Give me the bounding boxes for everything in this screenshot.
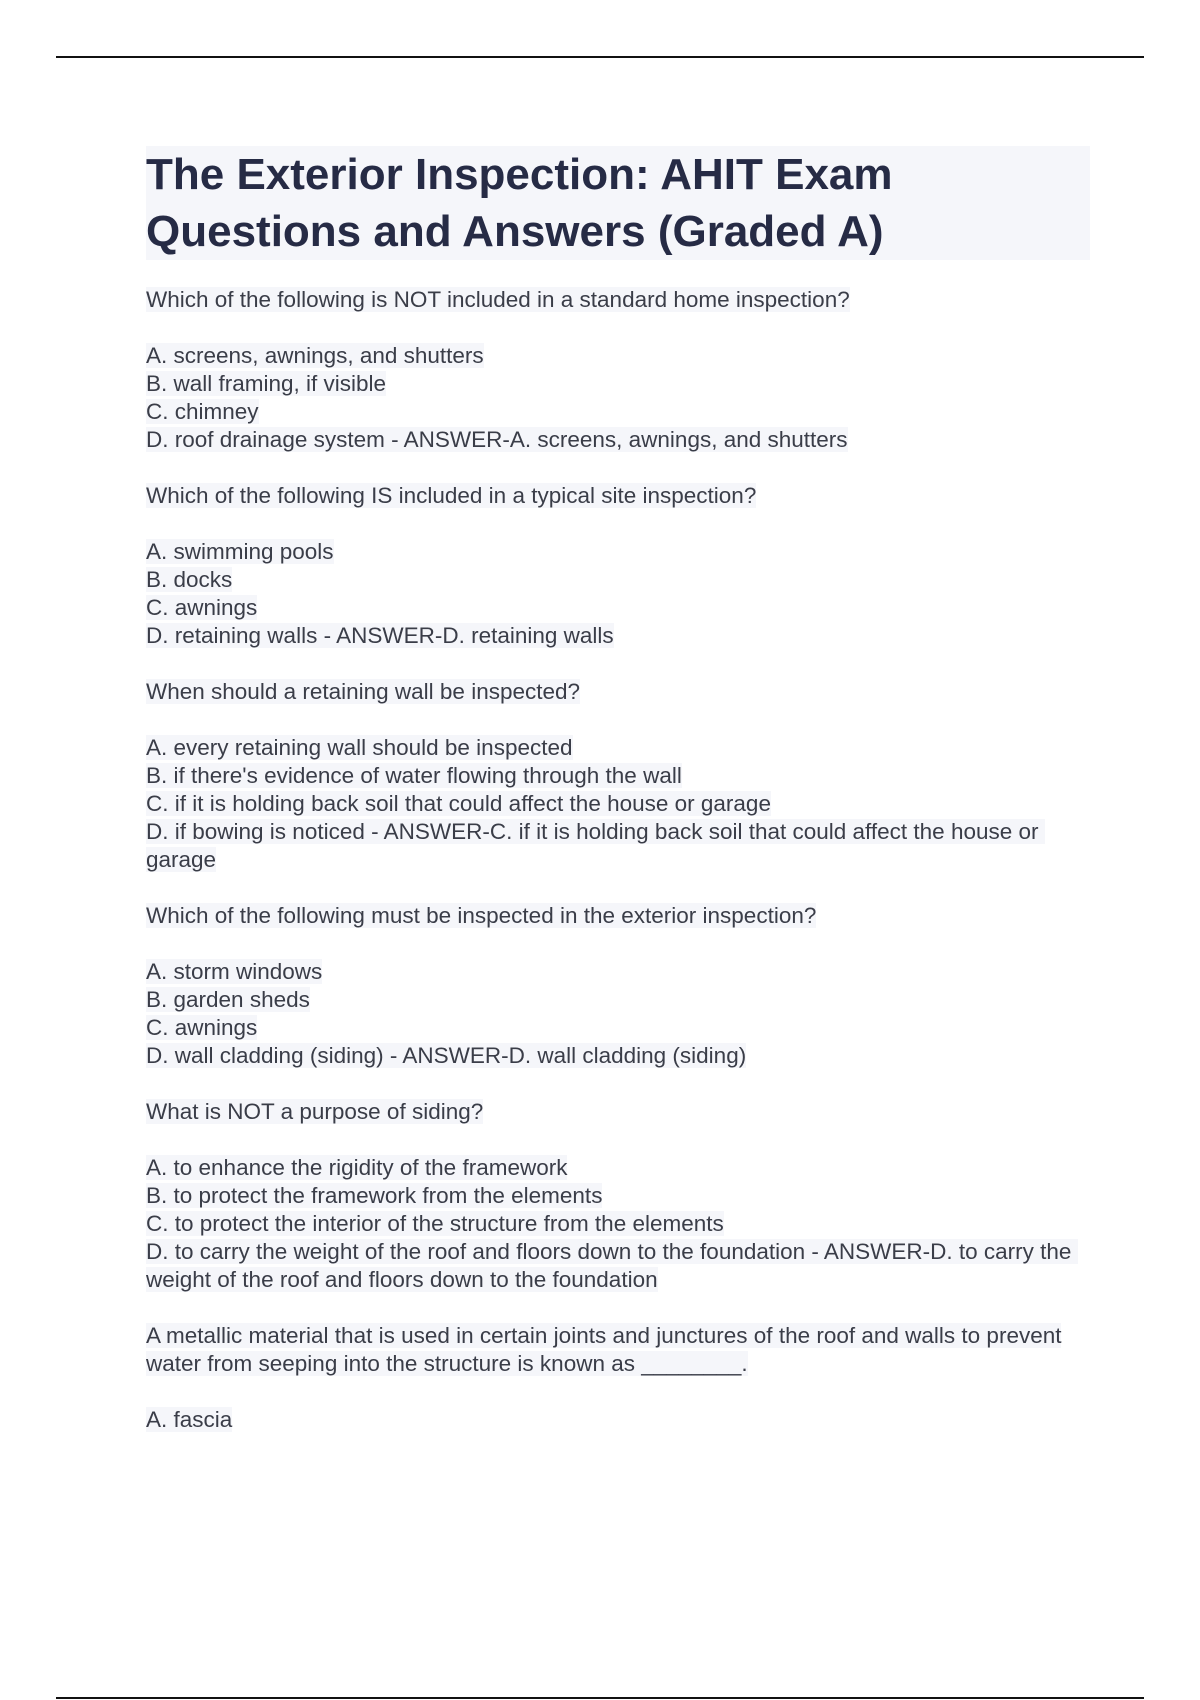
option-line: A. storm windows [146, 959, 323, 984]
option-line: B. docks [146, 567, 233, 592]
question-text: When should a retaining wall be inspected? [146, 679, 581, 704]
option-line: B. if there's evidence of water flowing through the wall [146, 763, 682, 788]
option-line: A. screens, awnings, and shutters [146, 343, 484, 368]
answer-options [146, 1406, 1090, 1434]
qa-item [146, 1322, 1090, 1434]
option-line: B. wall framing, if visible [146, 371, 387, 396]
option-line: C. awnings [146, 595, 258, 620]
top-rule [56, 56, 1144, 58]
option-line-with-answer: D. retaining walls - ANSWER-D. retaining walls [146, 623, 614, 648]
option-line-with-answer: D. to carry the weight of the roof and floors down to the foundation - ANSWER-D. to carry the weight of the roof and floors down to the foundation [146, 1239, 1078, 1292]
option-line: C. chimney [146, 399, 259, 424]
question-text: Which of the following must be inspected in the exterior inspection? [146, 903, 817, 928]
answer-options [146, 538, 1090, 650]
option-line: A. fascia [146, 1407, 233, 1432]
bottom-rule [56, 1697, 1144, 1699]
answer-options [146, 734, 1090, 874]
option-line: A. every retaining wall should be inspected [146, 735, 573, 760]
qa-item [146, 482, 1090, 650]
question-text: A metallic material that is used in certain joints and junctures of the roof and walls to prevent water from seeping into the structure is known as ________. [146, 1323, 1062, 1376]
qa-list [146, 286, 1090, 1434]
option-line: A. swimming pools [146, 539, 334, 564]
option-line-with-answer: D. roof drainage system - ANSWER-A. screens, awnings, and shutters [146, 427, 848, 452]
option-line: C. if it is holding back soil that could affect the house or garage [146, 791, 771, 816]
answer-options [146, 342, 1090, 454]
answer-options [146, 958, 1090, 1070]
question-text: What is NOT a purpose of siding? [146, 1099, 484, 1124]
qa-item [146, 678, 1090, 874]
qa-item [146, 902, 1090, 1070]
option-line: C. awnings [146, 1015, 258, 1040]
qa-item [146, 1098, 1090, 1294]
question-text: Which of the following is NOT included in a standard home inspection? [146, 287, 850, 312]
qa-item [146, 286, 1090, 454]
option-line: B. garden sheds [146, 987, 310, 1012]
question-text: Which of the following IS included in a typical site inspection? [146, 483, 757, 508]
document-body [146, 146, 1090, 1462]
option-line-with-answer: D. wall cladding (siding) - ANSWER-D. wall cladding (siding) [146, 1043, 747, 1068]
option-line-with-answer: D. if bowing is noticed - ANSWER-C. if it is holding back soil that could affect the house or garage [146, 819, 1045, 872]
document-title: The Exterior Inspection: AHIT Exam Questions and Answers (Graded A) [146, 146, 1090, 260]
option-line: A. to enhance the rigidity of the framework [146, 1155, 568, 1180]
option-line: C. to protect the interior of the structure from the elements [146, 1211, 724, 1236]
option-line: B. to protect the framework from the elements [146, 1183, 603, 1208]
answer-options [146, 1154, 1090, 1294]
